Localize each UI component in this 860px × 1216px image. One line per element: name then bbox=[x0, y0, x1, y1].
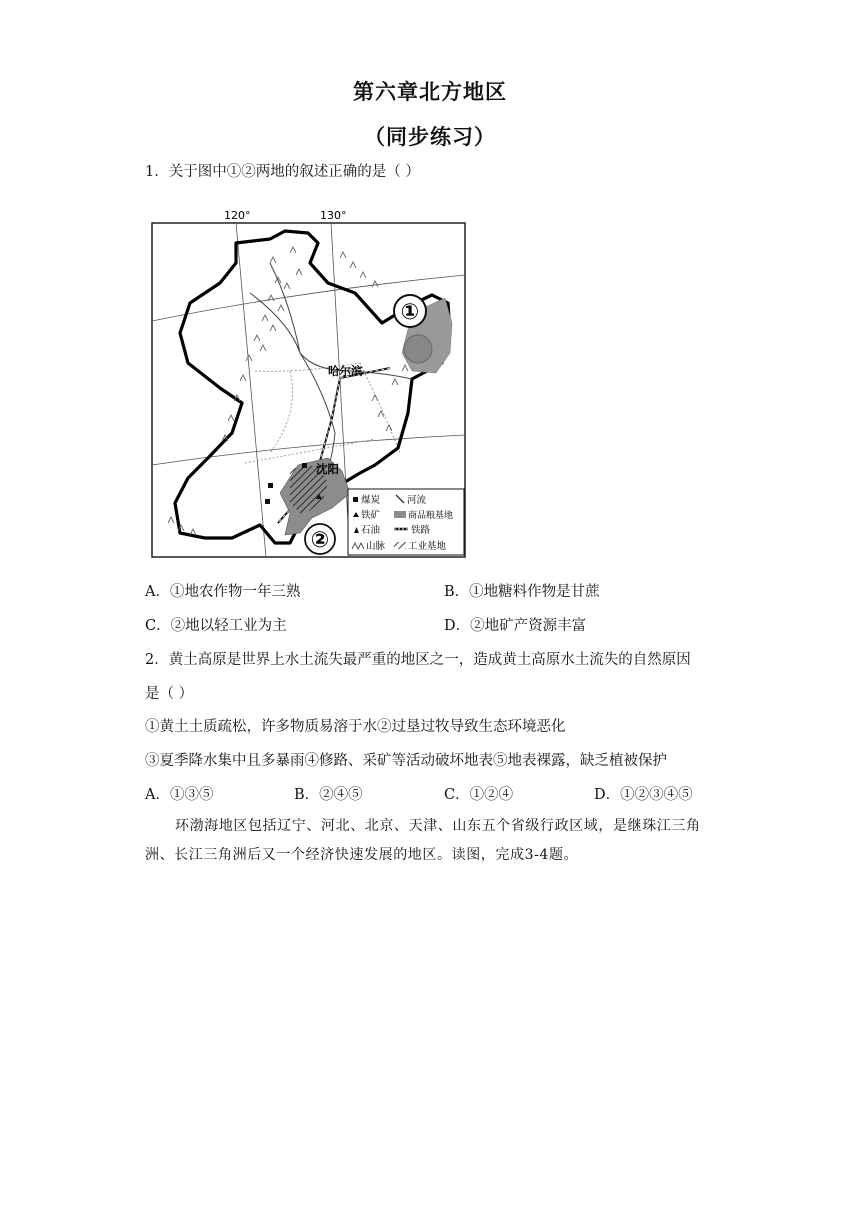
lon-label-120: 120° bbox=[224, 209, 251, 222]
marker-1: ① bbox=[400, 300, 420, 325]
passage-bohai: 环渤海地区包括辽宁、河北、北京、天津、山东五个省级行政区域，是继珠江三角洲、长江三角洲后又一个经济快速发展的地区。读图，完成3-4题。 bbox=[145, 818, 701, 863]
question-2-items-line1: ①黄土土质疏松，许多物质易溶于水②过垦过牧导致生态环境恶化 bbox=[145, 719, 566, 735]
q2-option-c[interactable]: C．①②④ bbox=[444, 787, 514, 803]
grain-base-1-core bbox=[404, 335, 432, 363]
legend-railway: 铁路 bbox=[411, 525, 431, 536]
page-subtitle: （同步练习） bbox=[364, 125, 496, 149]
legend-river: 河流 bbox=[407, 495, 427, 506]
northeast-map bbox=[150, 203, 468, 559]
legend-grain: 商品粮基地 bbox=[408, 511, 454, 521]
legend-industry: 工业基地 bbox=[408, 541, 447, 552]
legend-industry-icon bbox=[394, 542, 406, 549]
question-1-stem: 1．关于图中①②两地的叙述正确的是（ ） bbox=[145, 164, 420, 180]
city-shenyang: 沈阳 bbox=[316, 462, 339, 476]
legend-oil: 石油 bbox=[361, 525, 381, 536]
legend-coal-icon bbox=[353, 497, 358, 502]
map-legend bbox=[348, 489, 464, 555]
page-title: 第六章北方地区 bbox=[353, 80, 507, 104]
question-2-stem-line2: 是（ ） bbox=[145, 686, 194, 702]
q2-option-d[interactable]: D．①②③④⑤ bbox=[594, 787, 693, 803]
city-harbin: 哈尔滨 bbox=[328, 364, 363, 378]
q1-option-c[interactable]: C．②地以轻工业为主 bbox=[145, 618, 287, 634]
lon-label-130: 130° bbox=[320, 209, 347, 222]
q1-option-b[interactable]: B．①地糖料作物是甘蔗 bbox=[444, 584, 600, 600]
legend-grain-icon bbox=[394, 511, 406, 518]
q1-option-a[interactable]: A．①地农作物一年三熟 bbox=[145, 584, 301, 600]
legend-mountain: 山脉 bbox=[366, 541, 386, 552]
question-2-items-line2: ③夏季降水集中且多暴雨④修路、采矿等活动破坏地表⑤地表裸露，缺乏植被保护 bbox=[145, 753, 667, 769]
legend-coal: 煤炭 bbox=[361, 495, 381, 506]
q2-option-a[interactable]: A．①③⑤ bbox=[145, 787, 214, 803]
marker-2: ② bbox=[310, 528, 330, 553]
q1-option-d[interactable]: D．②地矿产资源丰富 bbox=[444, 618, 587, 634]
legend-iron: 铁矿 bbox=[361, 510, 381, 521]
question-2-stem-line1: 2．黄土高原是世界上水土流失最严重的地区之一，造成黄土高原水土流失的自然原因 bbox=[145, 652, 691, 668]
q2-option-b[interactable]: B．②④⑤ bbox=[294, 787, 363, 803]
